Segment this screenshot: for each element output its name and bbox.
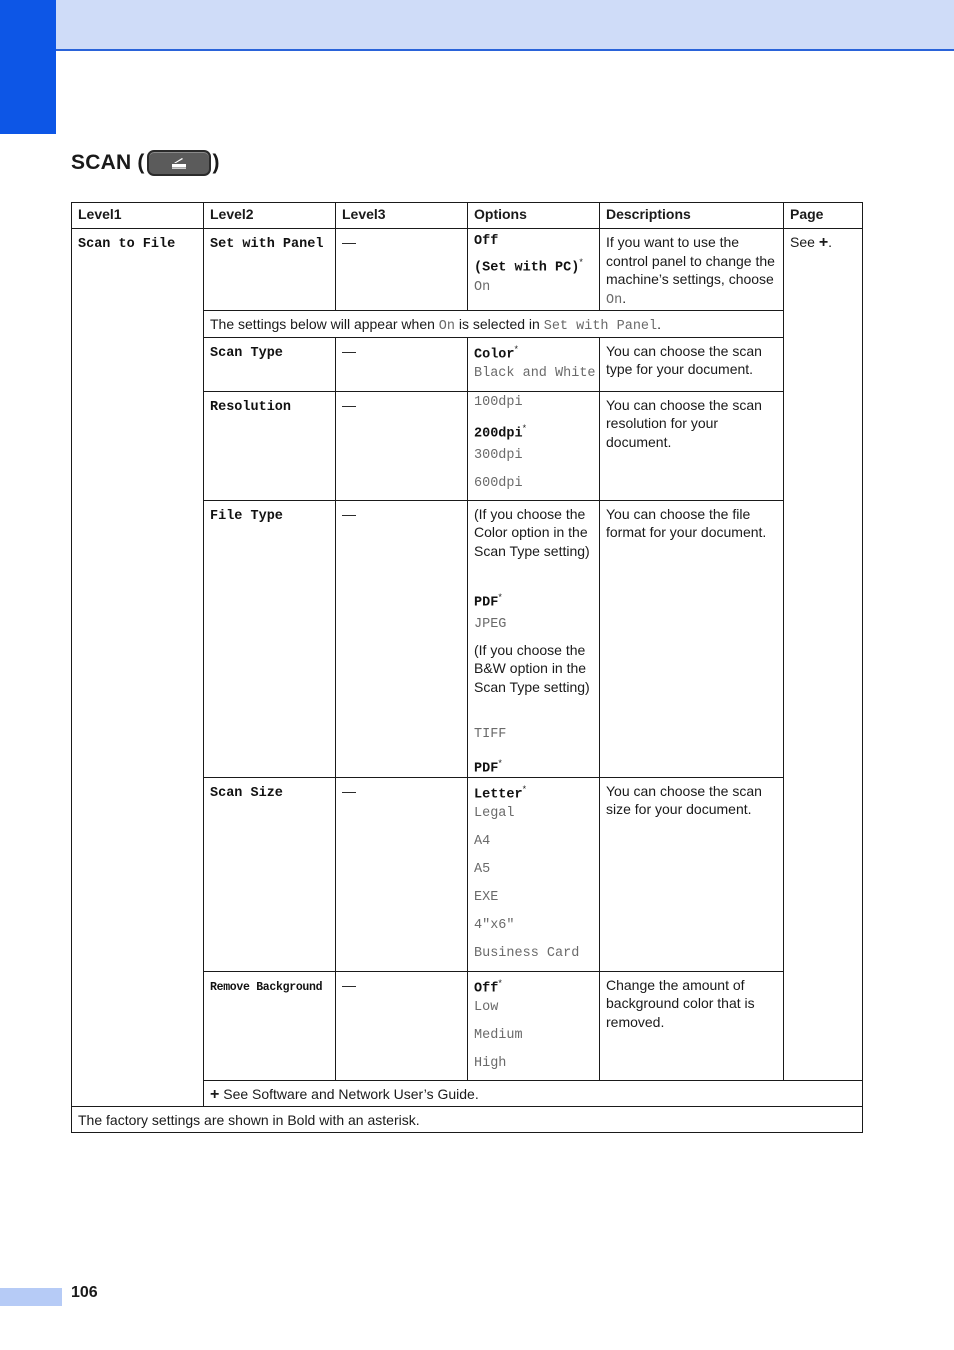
level2-label: Scan Type xyxy=(210,345,283,361)
description-cell xyxy=(600,777,784,971)
option-value: JPEG xyxy=(474,616,507,632)
description-text: You can choose the file format for your document. xyxy=(606,505,767,540)
table-row xyxy=(72,229,863,311)
col-header-descriptions: Descriptions xyxy=(600,203,784,229)
option-value: 4"x6" xyxy=(474,917,515,933)
option-value: 600dpi xyxy=(474,475,523,491)
level3-cell xyxy=(336,971,468,1080)
options-cell xyxy=(468,337,600,391)
default-star: * xyxy=(514,343,519,354)
chapter-tab xyxy=(0,0,56,134)
section-title xyxy=(71,148,220,178)
page-number: 106 xyxy=(71,1284,98,1301)
option-value: TIFF xyxy=(474,726,507,742)
options-cell xyxy=(468,229,600,311)
description-cell xyxy=(600,391,784,500)
level2-cell xyxy=(204,500,336,777)
option-value: PDF xyxy=(474,761,499,777)
option-value: Off xyxy=(474,234,499,249)
options-cell xyxy=(468,971,600,1080)
default-star: * xyxy=(522,422,527,433)
footnote-text: See Software and Network User’s Guide. xyxy=(219,1085,479,1102)
description-cell xyxy=(600,229,784,311)
page-number-band xyxy=(0,1288,62,1306)
level1-label: Scan to File xyxy=(78,237,176,252)
option-value: A4 xyxy=(474,833,491,849)
option-value: 300dpi xyxy=(474,447,523,463)
option-value: Medium xyxy=(474,1027,523,1043)
options-cell xyxy=(468,777,600,971)
default-star: * xyxy=(498,591,502,602)
option-value: Off xyxy=(474,981,499,997)
title-suffix: ) xyxy=(212,151,220,174)
note-cell xyxy=(204,311,784,338)
level3-cell xyxy=(336,337,468,391)
level2-label: Scan Size xyxy=(210,785,283,801)
description-code: On xyxy=(606,292,623,308)
level3-cell xyxy=(336,391,468,500)
level2-label: Resolution xyxy=(210,399,292,415)
option-value: Legal xyxy=(474,805,515,821)
description-text: You can choose the scan size for your document. xyxy=(606,782,762,817)
description-text: You can choose the scan resolution for your document. xyxy=(606,396,762,450)
option-note: (If you choose the B&W option in the Scan Type setting) xyxy=(474,641,590,695)
option-value: (Set with PC) xyxy=(474,260,580,276)
description-cell xyxy=(600,500,784,777)
footnote-factory xyxy=(72,1106,863,1132)
option-value: Business Card xyxy=(474,945,580,961)
level3-dash: — xyxy=(342,976,356,993)
level2-cell xyxy=(204,229,336,311)
level3-dash: — xyxy=(342,782,356,799)
option-value: Color xyxy=(474,347,515,363)
table-header-row xyxy=(72,203,863,229)
options-cell xyxy=(468,500,600,777)
page-ref-end: . xyxy=(828,234,833,250)
description-text: You can choose the scan type for your document. xyxy=(606,342,762,377)
option-value: 100dpi xyxy=(474,394,523,410)
col-header-level3: Level3 xyxy=(336,203,468,229)
option-value: Letter xyxy=(474,787,523,803)
page-cell xyxy=(784,229,863,1081)
note-text: The settings below will appear when xyxy=(210,316,439,332)
level2-label: File Type xyxy=(210,508,283,524)
footnote-text: The factory settings are shown in Bold with an asterisk. xyxy=(78,1111,420,1128)
col-header-options: Options xyxy=(468,203,600,229)
level2-cell xyxy=(204,391,336,500)
level3-dash: — xyxy=(342,234,356,250)
option-value: A5 xyxy=(474,861,491,877)
description-text: If you want to use the control panel to change the machine’s settings, choose xyxy=(606,234,775,287)
level2-label: Remove Background xyxy=(210,980,323,994)
level3-dash: — xyxy=(342,342,356,359)
scan-settings-table xyxy=(71,202,863,1133)
level3-dash: — xyxy=(342,505,356,522)
option-value: 200dpi xyxy=(474,426,523,442)
description-text: Change the amount of background color that is removed. xyxy=(606,976,755,1030)
option-value: On xyxy=(474,280,491,295)
default-star: * xyxy=(498,757,502,768)
description-end: . xyxy=(622,289,627,306)
option-value: EXE xyxy=(474,889,499,905)
level3-cell xyxy=(336,229,468,311)
default-star: * xyxy=(498,977,502,988)
description-cell xyxy=(600,337,784,391)
col-header-level1: Level1 xyxy=(72,203,204,229)
option-value: PDF xyxy=(474,595,499,611)
level2-label: Set with Panel xyxy=(210,237,324,252)
level3-cell xyxy=(336,777,468,971)
col-header-level2: Level2 xyxy=(204,203,336,229)
default-star: * xyxy=(522,783,527,794)
note-code: Set with Panel xyxy=(543,319,658,334)
plus-icon: + xyxy=(210,1085,220,1103)
level2-cell xyxy=(204,337,336,391)
note-text: . xyxy=(657,316,662,332)
level1-cell xyxy=(72,229,204,1107)
title-prefix: SCAN ( xyxy=(71,151,145,174)
level2-cell xyxy=(204,971,336,1080)
scan-key-icon xyxy=(147,150,211,176)
note-text: is selected in xyxy=(455,316,544,332)
col-header-page: Page xyxy=(784,203,863,229)
footnote-row xyxy=(72,1106,863,1132)
level3-cell xyxy=(336,500,468,777)
level2-cell xyxy=(204,777,336,971)
footnote-guide xyxy=(204,1080,863,1106)
option-value: Low xyxy=(474,999,499,1015)
header-band xyxy=(56,0,954,51)
description-cell xyxy=(600,971,784,1080)
option-note: (If you choose the Color option in the Scan Type setting) xyxy=(474,505,590,559)
option-value: Black and White xyxy=(474,365,596,381)
options-cell xyxy=(468,391,600,500)
default-star: * xyxy=(579,257,583,267)
note-code: On xyxy=(438,319,455,334)
level3-dash: — xyxy=(342,396,356,413)
page-ref: See xyxy=(790,234,819,250)
plus-icon: + xyxy=(818,234,829,251)
option-value: High xyxy=(474,1055,507,1071)
